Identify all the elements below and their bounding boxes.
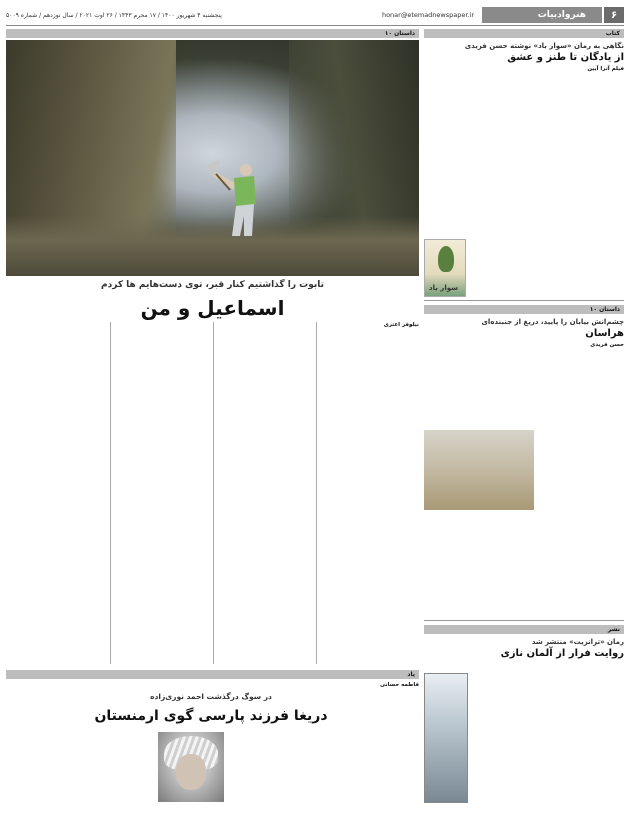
main-story-label	[6, 29, 419, 38]
obituary-headline: دریغا فرزند پارسی گوی ارمنستان	[94, 708, 328, 724]
book-review	[424, 29, 624, 301]
obituary-label	[6, 670, 419, 679]
book-cover-image	[424, 239, 466, 297]
email-address[interactable]: honar@etemadnewspaper.ir	[381, 11, 474, 19]
main-headline: اسماعیل و من	[140, 296, 285, 320]
transit-text	[474, 673, 624, 809]
transit-label	[424, 625, 624, 634]
story-harasan-kicker: چشم‌انش بیابان را پایید، دریغ از جنبنده‌ای	[481, 318, 624, 326]
column-divider	[213, 322, 214, 664]
book-review-headline: از یادگان تا طنز و عشق	[507, 52, 624, 63]
digging-man-image	[206, 160, 266, 240]
transit-news	[424, 625, 624, 815]
masthead	[6, 6, 624, 24]
story-harasan-headline: هراسان	[585, 328, 624, 339]
main-kicker: تابوت را گذاشتیم کنار قبر، توی دست‌هایم ها کردم	[101, 280, 324, 290]
story-harasan-label	[424, 305, 624, 314]
book-review-label-text: کتاب	[605, 30, 620, 37]
main-photo	[6, 40, 419, 276]
book-review-text	[424, 93, 624, 238]
transit-headline: روایت فرار از آلمان نازی	[500, 648, 624, 659]
desert-photo	[424, 430, 534, 510]
obituary-kicker: در سوگ درگذشت احمد نوری‌زاده	[150, 692, 272, 701]
obituary-text-2	[6, 732, 152, 812]
obituary-label-text: یاد	[407, 671, 415, 678]
book-review-text-2	[472, 239, 624, 297]
story-harasan-text-1	[538, 367, 624, 617]
column-divider	[110, 322, 111, 664]
book-review-byline: فیلم آترا آیین	[587, 66, 624, 72]
story-harasan	[424, 305, 624, 621]
main-col-4	[6, 322, 105, 664]
story-harasan-label-text: داستان ۱۰	[589, 306, 620, 313]
book-cover-title: سوار باد	[429, 284, 458, 292]
portrait-photo	[158, 732, 224, 802]
book-review-label	[424, 29, 624, 38]
main-col-3	[111, 322, 210, 664]
main-col-1	[320, 322, 419, 664]
story-harasan-text-3	[424, 513, 534, 617]
obituary-byline: فاطمه حسانی	[379, 682, 419, 688]
obituary-story	[6, 670, 419, 815]
page-number: ۶	[604, 7, 624, 23]
main-col-2	[216, 322, 315, 664]
transit-book-cover	[424, 673, 468, 803]
top-rule	[6, 25, 624, 26]
book-review-kicker: نگاهی به رمان «سوار باد» نوشته حسن فریدی	[464, 42, 624, 50]
obituary-text-1	[230, 732, 416, 812]
date-line: پنجشنبه ۴ شهریور ۱۴۰۰ / ۱۷ محرم ۱۴۴۳ / ۲۶ اوت ۲۰۲۱ / سال نوزدهم / شماره ۵۰۰۹	[6, 11, 222, 19]
main-byline: نیلوفر اعتری	[383, 322, 419, 328]
story-harasan-byline: حسن فریدی	[590, 342, 624, 348]
main-story-label-text: داستان ۱۰	[384, 30, 415, 37]
transit-label-text: نشر	[607, 626, 620, 633]
section-title: هنروادبیات	[482, 7, 602, 23]
story-harasan-text-2	[424, 367, 534, 427]
transit-kicker: رمان «ترانزیت» منتشر شد	[531, 638, 624, 646]
column-divider	[316, 322, 317, 664]
